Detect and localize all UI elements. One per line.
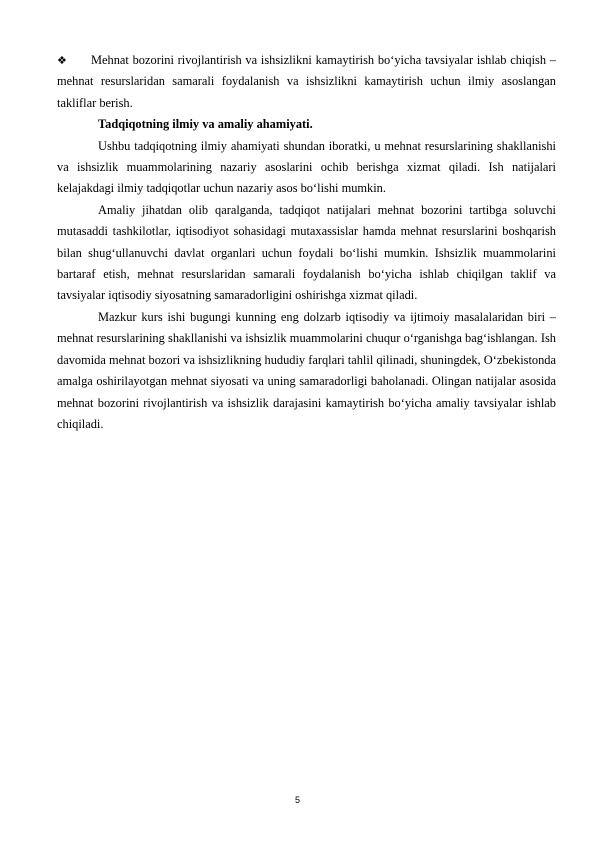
diamond-bullet-icon: ❖ — [57, 54, 67, 67]
section-heading: Tadqiqotning ilmiy va amaliy ahamiyati. — [98, 117, 313, 132]
paragraph-scientific-significance: Ushbu tadqiqotning ilmiy ahamiyati shundan iboratki, u mehnat resurslarining shakllanishi va ishsizlik muammolarining nazariy asoslarini ochib berishga xizmat qiladi. Ish natijalari kelajakdagi ilmiy tadqiqotlar uchun nazariy asos bo‘lishi mumkin. — [57, 138, 556, 196]
paragraph-practical-significance: Amaliy jihatdan olib qaralganda, tadqiqot natijalari mehnat bozorini tartibga soluvchi mutasaddi tashkilotlar, iqtisodiyot sohasidagi mutaxassislar hamda mehnat resurslarini boshqarish bilan shug‘ullanuvchi davlat organlari uchun foydali bo‘lishi mumkin. Ishsizlik muammolarini bartaraf etish, mehnat resurslaridan samarali foydalanish bo‘yicha ishlab chiqilgan taklif va tavsiyalar iqtisodiy siyosatning samaradorligini oshirishga xizmat qiladi. — [57, 202, 556, 303]
page-content — [57, 50, 556, 435]
bullet-paragraph — [57, 50, 556, 114]
page-number: 5 — [294, 795, 300, 805]
paragraph-course-work-summary: Mazkur kurs ishi bugungi kunning eng dolzarb iqtisodiy va ijtimoiy masalalaridan biri – mehnat resurslarining shakllanishi va ishsizlik muammolarini chuqur o‘rganishga bag‘ishlangan. Ish davomida mehnat bozori va ishsizlikning hududiy farqlari tahlil qilinadi, shuningdek, O‘zbekistonda amalga oshirilayotgan mehnat siyosati va uning samaradorligi baholanadi. Olingan natijalar asosida mehnat bozorini rivojlantirish va ishsizlik darajasini kamaytirish bo‘yicha amaliy tavsiyalar ishlab chiqiladi. — [57, 309, 556, 431]
bullet-text: Mehnat bozorini rivojlantirish va ishsizlikni kamaytirish bo‘yicha tavsiyalar ishlab chiqish – mehnat resurslaridan samarali foydalanish va ishsizlikni kamaytirish uchun ilmiy asoslangan takliflar berish. — [57, 53, 556, 110]
